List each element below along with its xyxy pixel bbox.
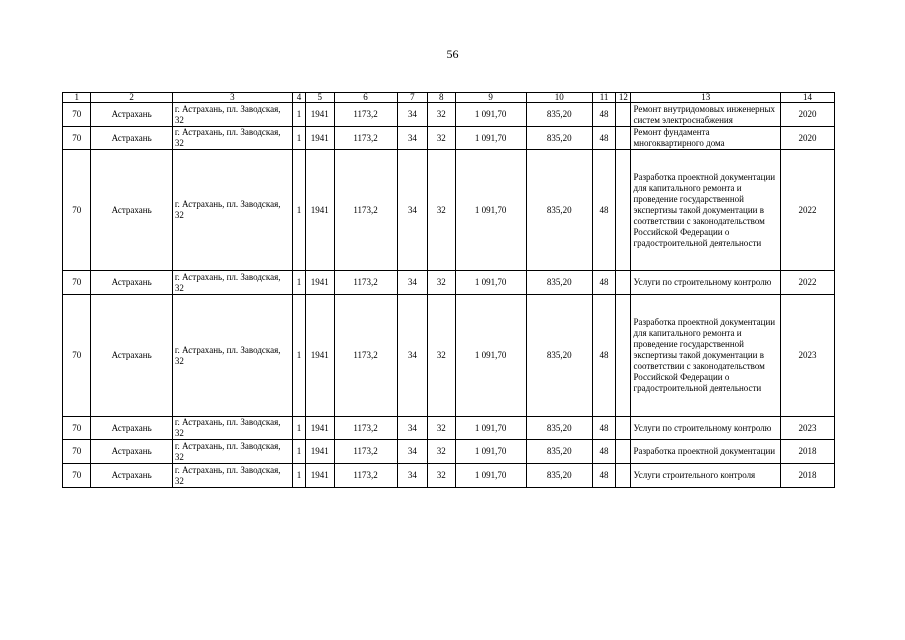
table-cell: 34	[397, 440, 428, 464]
table-row	[63, 271, 835, 295]
table-cell: г. Астрахань, пл. Заводская, 32	[172, 271, 292, 295]
column-header: 11	[592, 93, 615, 103]
table-cell: 48	[592, 464, 615, 488]
table-cell: Астрахань	[91, 127, 172, 150]
table-row	[63, 440, 835, 464]
table-cell: 1941	[306, 271, 334, 295]
table-cell: 32	[428, 440, 455, 464]
table-cell: 2023	[780, 417, 834, 440]
table-cell: 70	[63, 464, 91, 488]
table-cell: 34	[397, 271, 428, 295]
column-header: 7	[397, 93, 428, 103]
table-cell: 1173,2	[334, 417, 397, 440]
table-cell: г. Астрахань, пл. Заводская, 32	[172, 103, 292, 127]
table-cell	[616, 271, 631, 295]
column-header: 10	[526, 93, 592, 103]
table-cell: 32	[428, 150, 455, 271]
table-cell: 1 091,70	[455, 417, 526, 440]
table-cell: 34	[397, 150, 428, 271]
table-cell: 835,20	[526, 417, 592, 440]
table-row	[63, 103, 835, 127]
table-cell: г. Астрахань, пл. Заводская, 32	[172, 464, 292, 488]
table-cell: 1173,2	[334, 271, 397, 295]
table-cell: 835,20	[526, 150, 592, 271]
table-cell	[616, 103, 631, 127]
table-cell: 70	[63, 127, 91, 150]
table-cell: 1941	[306, 464, 334, 488]
table-cell: Услуги по строительному контролю	[631, 417, 781, 440]
table-cell: 835,20	[526, 440, 592, 464]
table-cell: 1 091,70	[455, 464, 526, 488]
table-cell: Разработка проектной документации для капитального ремонта и проведение государственной экспертизы такой документации в соответствии с законодательством Российской Федерации о градостроительной деятельности	[631, 150, 781, 271]
table-cell: 835,20	[526, 127, 592, 150]
table-cell: 1941	[306, 440, 334, 464]
table-cell: 1173,2	[334, 150, 397, 271]
table-cell: 34	[397, 103, 428, 127]
table-cell: Астрахань	[91, 271, 172, 295]
table-cell: 1941	[306, 295, 334, 417]
table-cell: 2020	[780, 103, 834, 127]
table-cell: 70	[63, 103, 91, 127]
table-cell: 1941	[306, 127, 334, 150]
table-cell: Астрахань	[91, 464, 172, 488]
column-header: 13	[631, 93, 781, 103]
column-header: 6	[334, 93, 397, 103]
table-header-row	[63, 93, 835, 103]
table-cell: 48	[592, 295, 615, 417]
table-cell: Услуги по строительному контролю	[631, 271, 781, 295]
table-cell	[616, 127, 631, 150]
page-number: 56	[446, 47, 459, 61]
table-cell: 1173,2	[334, 440, 397, 464]
table-cell: Астрахань	[91, 150, 172, 271]
data-table	[62, 92, 835, 488]
column-header: 12	[616, 93, 631, 103]
table-cell: 1	[292, 271, 305, 295]
table-cell: 835,20	[526, 295, 592, 417]
table-cell: 1	[292, 417, 305, 440]
table-cell	[616, 417, 631, 440]
table-cell: Астрахань	[91, 103, 172, 127]
table-cell: г. Астрахань, пл. Заводская, 32	[172, 417, 292, 440]
table-cell: Ремонт внутридомовых инженерных систем электроснабжения	[631, 103, 781, 127]
table-cell: 32	[428, 417, 455, 440]
table-cell: Ремонт фундамента многоквартирного дома	[631, 127, 781, 150]
table-cell: 34	[397, 464, 428, 488]
table-cell: Разработка проектной документации для капитального ремонта и проведение государственной экспертизы такой документации в соответствии с законодательством Российской Федерации о градостроительной деятельности	[631, 295, 781, 417]
column-header: 5	[306, 93, 334, 103]
table-cell: 1 091,70	[455, 295, 526, 417]
column-header: 3	[172, 93, 292, 103]
table-cell: 1 091,70	[455, 440, 526, 464]
table-cell: Астрахань	[91, 440, 172, 464]
table-cell: 34	[397, 127, 428, 150]
table-cell: 48	[592, 150, 615, 271]
table-cell: 1	[292, 103, 305, 127]
table-cell: 2022	[780, 150, 834, 271]
column-header: 4	[292, 93, 305, 103]
table-cell: Астрахань	[91, 295, 172, 417]
table-cell: 34	[397, 295, 428, 417]
table-cell: 835,20	[526, 271, 592, 295]
table-cell: 2022	[780, 271, 834, 295]
table-cell: 70	[63, 150, 91, 271]
table-cell: 32	[428, 127, 455, 150]
table-cell: 48	[592, 417, 615, 440]
table-cell: 1941	[306, 417, 334, 440]
table-cell: г. Астрахань, пл. Заводская, 32	[172, 440, 292, 464]
table-cell: 1	[292, 127, 305, 150]
table-cell: 32	[428, 103, 455, 127]
column-header: 1	[63, 93, 91, 103]
table-row	[63, 127, 835, 150]
table-cell	[616, 150, 631, 271]
table-cell: 1	[292, 295, 305, 417]
table-cell: 2018	[780, 440, 834, 464]
table-cell: 70	[63, 440, 91, 464]
table-cell: 48	[592, 440, 615, 464]
table-cell: 1 091,70	[455, 127, 526, 150]
table-row	[63, 464, 835, 488]
table-cell	[616, 295, 631, 417]
table-row	[63, 295, 835, 417]
table-cell	[616, 464, 631, 488]
table-cell: Разработка проектной документации	[631, 440, 781, 464]
table-cell: 70	[63, 271, 91, 295]
table-cell: 1 091,70	[455, 103, 526, 127]
table-cell: 1	[292, 440, 305, 464]
table-cell: 48	[592, 271, 615, 295]
column-header: 14	[780, 93, 834, 103]
table-cell: г. Астрахань, пл. Заводская, 32	[172, 295, 292, 417]
table-cell: Астрахань	[91, 417, 172, 440]
table-cell: 48	[592, 127, 615, 150]
table-cell: Услуги строительного контроля	[631, 464, 781, 488]
table-cell: 1173,2	[334, 295, 397, 417]
column-header: 2	[91, 93, 172, 103]
table-cell: 34	[397, 417, 428, 440]
table-cell: 70	[63, 417, 91, 440]
table-cell: 32	[428, 464, 455, 488]
table-cell: 1	[292, 464, 305, 488]
table-cell: 1173,2	[334, 103, 397, 127]
table-cell: 1941	[306, 103, 334, 127]
table-cell: 32	[428, 295, 455, 417]
table-cell: г. Астрахань, пл. Заводская, 32	[172, 150, 292, 271]
table-cell: 1173,2	[334, 464, 397, 488]
table-cell: 835,20	[526, 464, 592, 488]
table-cell: 1 091,70	[455, 271, 526, 295]
table-cell: 1 091,70	[455, 150, 526, 271]
table-cell: 70	[63, 295, 91, 417]
table-row	[63, 150, 835, 271]
table-cell: 32	[428, 271, 455, 295]
column-header: 8	[428, 93, 455, 103]
table-cell: 2023	[780, 295, 834, 417]
table-cell: 2020	[780, 127, 834, 150]
table-cell: 48	[592, 103, 615, 127]
table-row	[63, 417, 835, 440]
column-header: 9	[455, 93, 526, 103]
table-cell: 2018	[780, 464, 834, 488]
table-cell: 1	[292, 150, 305, 271]
table-cell	[616, 440, 631, 464]
table-cell: 1941	[306, 150, 334, 271]
table-cell: 835,20	[526, 103, 592, 127]
table-cell: г. Астрахань, пл. Заводская, 32	[172, 127, 292, 150]
table-cell: 1173,2	[334, 127, 397, 150]
